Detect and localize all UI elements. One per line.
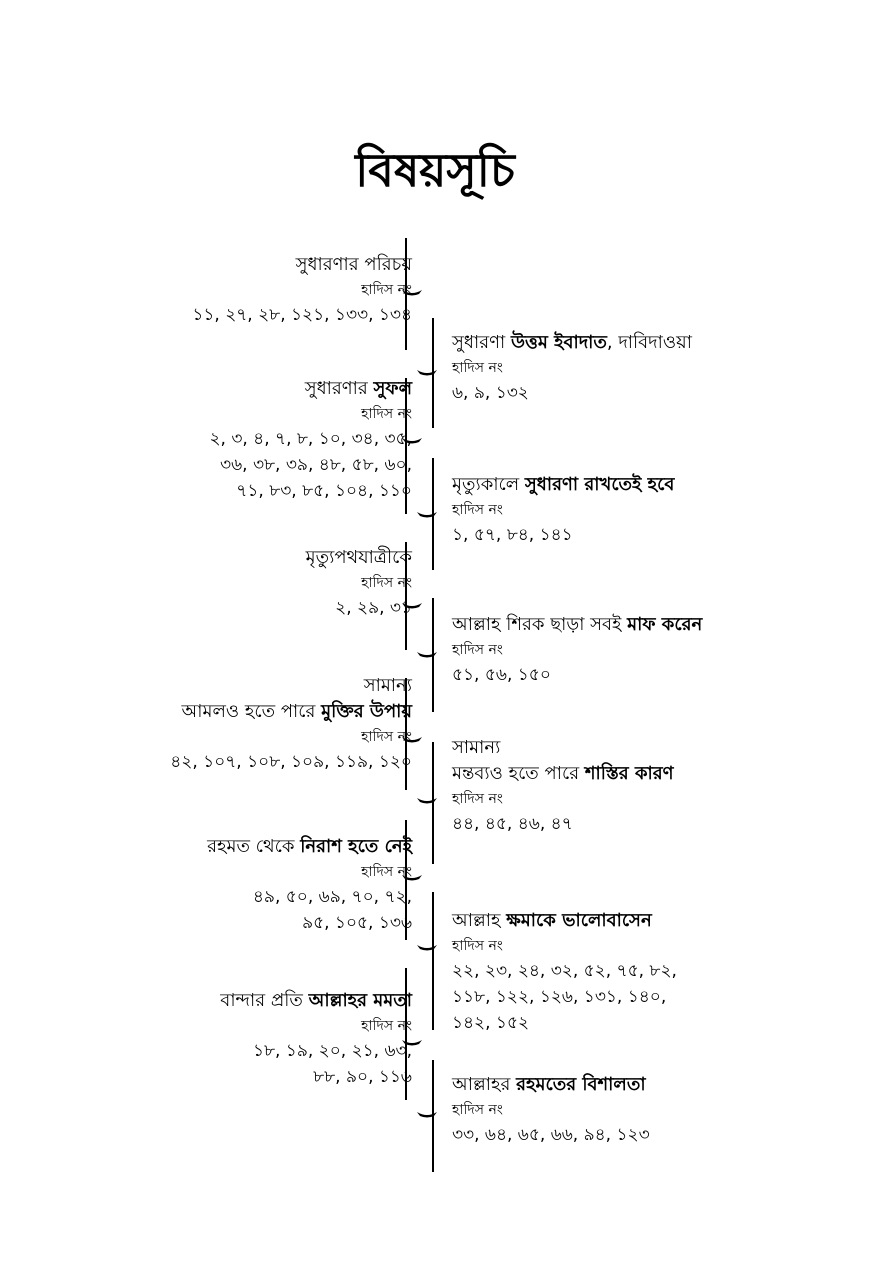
entry-title: বান্দার প্রতি আল্লাহর মমতা — [220, 990, 412, 1011]
hadis-label: হাদিস নং — [361, 575, 412, 591]
entry-title: সুধারণার পরিচয় — [295, 254, 412, 275]
entry-title-line2: মন্তব্যও হতে পারে শাস্তির কারণ — [452, 763, 674, 784]
hadis-numbers: ৪২, ১০৭, ১০৮, ১০৯, ১১৯, ১২০ — [170, 752, 412, 772]
hadis-label: হাদিস নং — [452, 791, 503, 807]
hadis-numbers: ১৮, ১৯, ২০, ২১, ৬৩, — [252, 1041, 412, 1061]
toc-entry — [452, 472, 782, 548]
toc-entry — [112, 545, 412, 621]
toc-entry — [452, 330, 782, 406]
hadis-numbers: ১৪২, ১৫২ — [452, 1013, 530, 1033]
entry-title: সামান্য — [452, 737, 501, 758]
toc-entry — [112, 834, 412, 936]
entry-title: আল্লাহর রহমতের বিশালতা — [452, 1074, 646, 1095]
hadis-label: হাদিস নং — [452, 642, 503, 658]
hadis-label: হাদিস নং — [452, 360, 503, 376]
hadis-numbers: ৪৯, ৫০, ৬৯, ৭০, ৭২, — [252, 887, 412, 907]
hadis-numbers: ৮৮, ৯০, ১১৬ — [313, 1067, 412, 1087]
entry-title-line2: আমলও হতে পারে মুক্তির উপায় — [181, 701, 412, 722]
toc-entry — [452, 908, 782, 1036]
hadis-numbers: ১, ৫৭, ৮৪, ১৪১ — [452, 525, 573, 545]
hadis-numbers: ৩৬, ৩৮, ৩৯, ৪৮, ৫৮, ৬০, — [220, 455, 412, 475]
entry-title: আল্লাহ শিরক ছাড়া সবই মাফ করেন — [452, 614, 703, 635]
entry-title: সুধারণার সুফল — [304, 378, 412, 399]
hadis-numbers: ৯৫, ১০৫, ১৩৬ — [302, 913, 412, 933]
entry-title: মৃত্যুকালে সুধারণা রাখতেই হবে — [452, 474, 675, 495]
entry-title: সুধারণা উত্তম ইবাদাত, দাবিদাওয়া — [452, 332, 692, 353]
hadis-label: হাদিস নং — [361, 282, 412, 298]
hadis-numbers: ২২, ২৩, ২৪, ৩২, ৫২, ৭৫, ৮২, — [452, 961, 677, 981]
page-title: বিষয়সূচি — [355, 143, 515, 197]
hadis-numbers: ৩৩, ৬৪, ৬৫, ৬৬, ৯৪, ১২৩ — [452, 1125, 650, 1145]
hadis-numbers: ৭১, ৮৩, ৮৫, ১০৪, ১১০ — [236, 481, 412, 501]
hadis-label: হাদিস নং — [452, 502, 503, 518]
hadis-label: হাদিস নং — [361, 864, 412, 880]
toc-entry — [452, 612, 782, 688]
hadis-numbers: ২, ২৯, ৩১ — [335, 598, 412, 618]
toc-entry — [112, 673, 412, 775]
hadis-numbers: ১১, ২৭, ২৮, ১২১, ১৩৩, ১৩৪ — [192, 305, 412, 325]
toc-entry — [452, 1072, 782, 1148]
toc-entry — [452, 735, 782, 837]
hadis-label: হাদিস নং — [361, 1018, 412, 1034]
hadis-numbers: ২, ৩, ৪, ৭, ৮, ১০, ৩৪, ৩৫, — [209, 429, 412, 449]
entry-title: মৃত্যুপথযাত্রীকে — [305, 547, 412, 568]
hadis-numbers: ৬, ৯, ১৩২ — [452, 383, 529, 403]
entry-title: রহমত থেকে নিরাশ হতে নেই — [207, 836, 412, 857]
hadis-label: হাদিস নং — [452, 938, 503, 954]
hadis-label: হাদিস নং — [361, 729, 412, 745]
toc-entry — [112, 376, 412, 504]
hadis-label: হাদিস নং — [452, 1102, 503, 1118]
hadis-numbers: ৪৪, ৪৫, ৪৬, ৪৭ — [452, 814, 573, 834]
hadis-label: হাদিস নং — [361, 406, 412, 422]
toc-entry — [112, 988, 412, 1090]
entry-title: সামান্য — [363, 675, 412, 696]
hadis-numbers: ১১৮, ১২২, ১২৬, ১৩১, ১৪০, — [452, 987, 667, 1007]
entry-title: আল্লাহ ক্ষমাকে ভালোবাসেন — [452, 910, 652, 931]
toc-entry — [112, 252, 412, 328]
hadis-numbers: ৫১, ৫৬, ১৫০ — [452, 665, 551, 685]
